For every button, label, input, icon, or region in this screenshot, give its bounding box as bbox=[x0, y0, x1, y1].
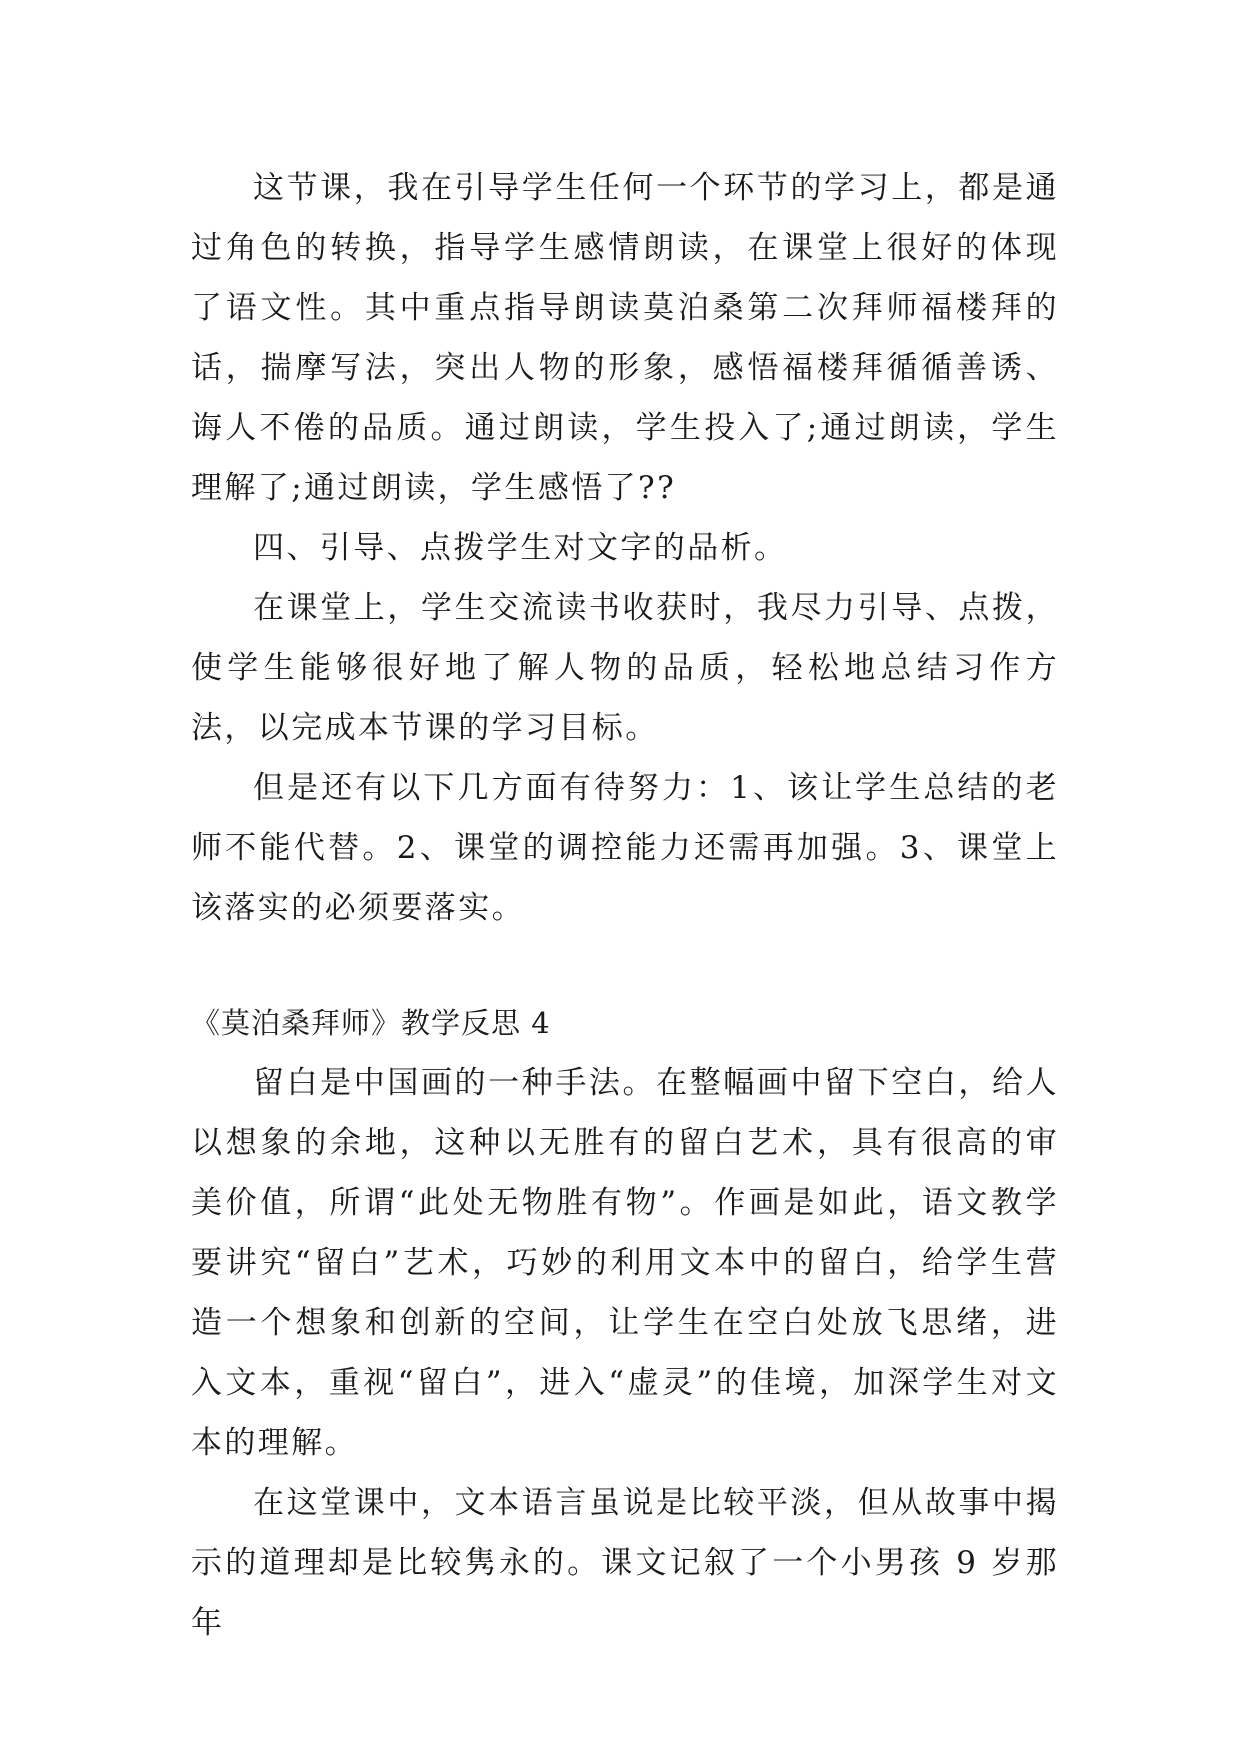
paragraph-lesson-story: 在这堂课中，文本语言虽说是比较平淡，但从故事中揭示的道理却是比较隽永的。课文记叙了一个小男孩 9 岁那年 bbox=[191, 1485, 1059, 1641]
paragraph-point-four: 四、引导、点拨学生对文字的品析。 bbox=[253, 530, 788, 566]
document-body bbox=[191, 158, 1059, 1653]
paragraph-classroom-guidance: 在课堂上，学生交流读书收获时，我尽力引导、点拨，使学生能够很好地了解人物的品质，轻松地总结习作方法，以完成本节课的学习目标。 bbox=[191, 590, 1059, 746]
paragraph-blank-space-art: 留白是中国画的一种手法。在整幅画中留下空白，给人以想象的余地，这种以无胜有的留白艺术，具有很高的审美价值，所谓“此处无物胜有物”。作画是如此，语文教学要讲究“留白”艺术，巧妙的利用文本中的留白，给学生营造一个想象和创新的空间，让学生在空白处放飞思绪，进入文本，重视“留白”，进入“虚灵”的佳境，加深学生对文本的理解。 bbox=[191, 1065, 1059, 1461]
paragraph-reading-guidance: 这节课，我在引导学生任何一个环节的学习上，都是通过角色的转换，指导学生感情朗读，在课堂上很好的体现了语文性。其中重点指导朗读莫泊桑第二次拜师福楼拜的话，揣摩写法，突出人物的形象，感悟福楼拜循循善诱、诲人不倦的品质。通过朗读，学生投入了;通过朗读，学生理解了;通过朗读，学生感悟了?? bbox=[191, 170, 1059, 506]
section-heading: 《莫泊桑拜师》教学反思 4 bbox=[191, 1006, 551, 1040]
paragraph-improvements: 但是还有以下几方面有待努力：1、该让学生总结的老师不能代替。2、课堂的调控能力还需再加强。3、课堂上该落实的必须要落实。 bbox=[191, 770, 1059, 926]
section-spacer bbox=[191, 938, 1059, 993]
